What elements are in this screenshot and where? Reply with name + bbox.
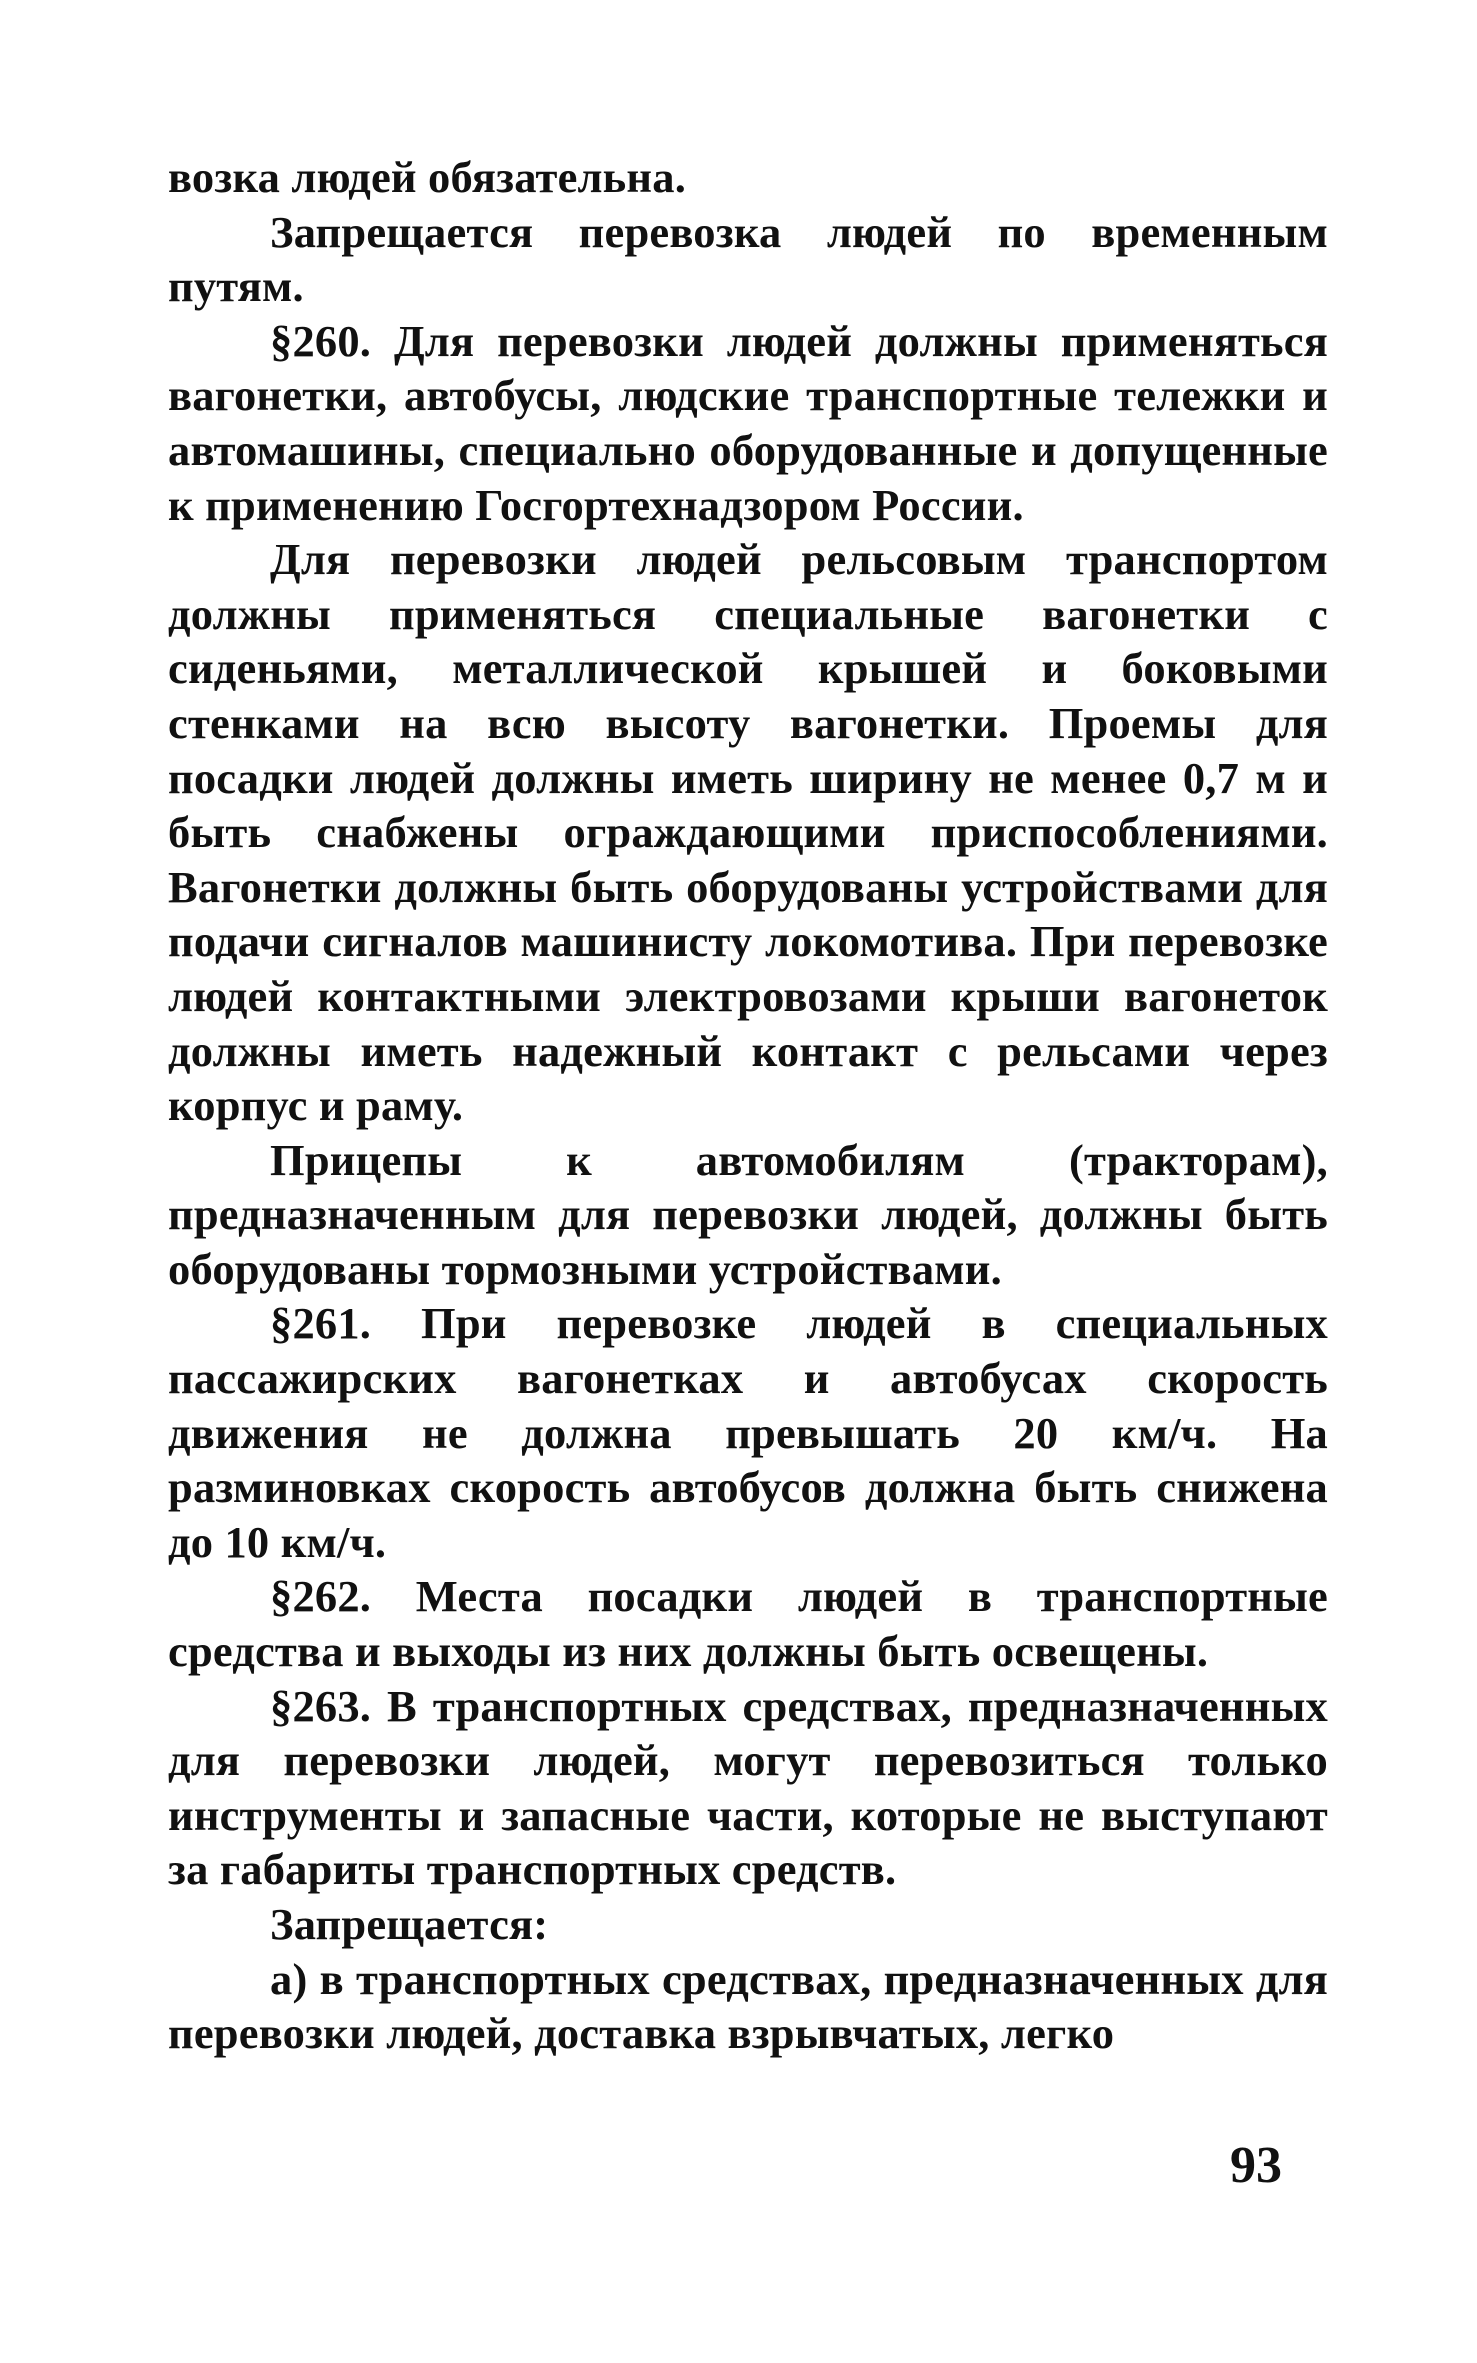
paragraph-prohibited-heading: Запрещается:: [270, 1899, 549, 1949]
paragraph-section-262: §262. Места посадки людей в транспортные средства и выходы из них должны быть освещены.: [168, 1571, 1328, 1677]
page-number: 93: [1230, 2137, 1282, 2194]
paragraph-item-a: а) в транспортных средствах, предназначенных для перевозки людей, доставка взрывчатых, легко: [168, 1953, 1328, 2059]
paragraph-rail-transport: Для перевозки людей рельсовым транспортом должны применяться специальные вагонетки с сиденьями, металлической крышей и боковыми стенками на всю высоту вагонетки. Проемы для посадки людей должны иметь ширину не менее 0,7 м и быть снабжены ограждающими приспособлениями. Вагонетки должны быть оборудованы устройствами для подачи сигналов машинисту локомотива. При перевозке людей контактными электровозами крыши вагонеток должны иметь надежный контакт с рельсами через корпус и раму.: [168, 534, 1328, 1131]
paragraph-section-261: §261. При перевозке людей в специальных пассажирских вагонетках и автобусах скорость движения не должна превышать 20 км/ч. На разминовках скорость автобусов должна быть снижена до 10 км/ч.: [168, 1298, 1328, 1567]
paragraph-trailers: Прицепы к автомобилям (тракторам), предназначенным для перевозки людей, должны быть оборудованы тормозными устройствами.: [168, 1134, 1328, 1294]
paragraph-section-260: §260. Для перевозки людей должны применяться вагонетки, автобусы, людские транспортные тележки и автомашины, специально оборудованные и допущенные к применению Госгортехнадзором России.: [168, 315, 1328, 530]
paragraph-prohibition-temporary-tracks: Запрещается перевозка людей по временным путям.: [168, 206, 1328, 312]
body-text: [168, 150, 1328, 2061]
paragraph-section-263: §263. В транспортных средствах, предназначенных для перевозки людей, могут перевозиться только инструменты и запасные части, которые не выступают за габариты транспортных средств.: [168, 1680, 1328, 1895]
paragraph-continuation: возка людей обязательна.: [168, 152, 687, 202]
